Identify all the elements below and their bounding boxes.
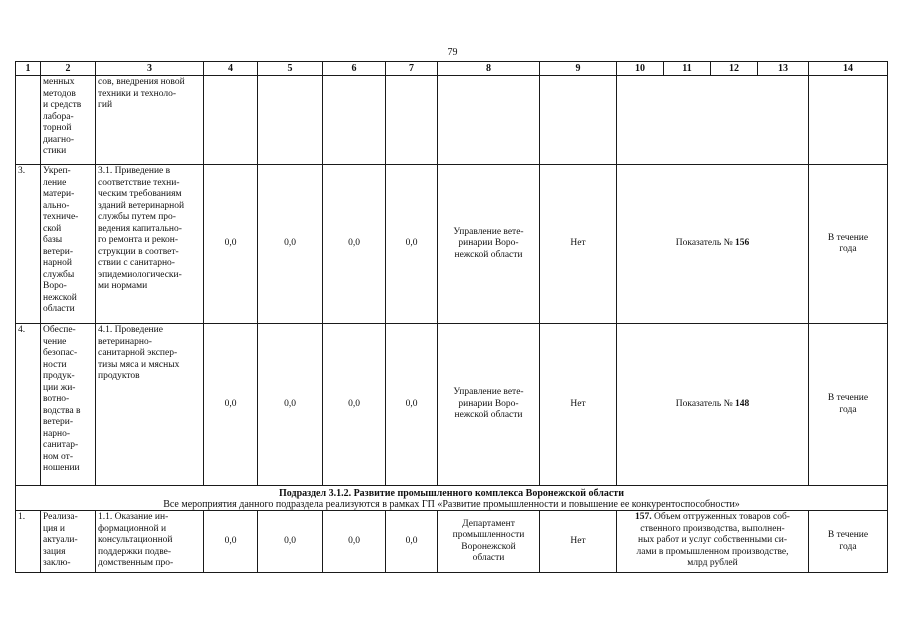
row-1-measure: 1.1. Оказание ин- формационной и консультационной поддержки подве- домственным про-	[95, 510, 204, 573]
row-4-c4: 0,0	[203, 323, 258, 486]
row-4-c9: Нет	[539, 323, 617, 486]
col-header-3: 3	[95, 61, 204, 76]
row-4-task: Обеспе- чение безопас- ности продук- ции жи- вотно- водства в ветери- нарно- санитар- ном от- ношении	[40, 323, 96, 486]
row-1-executor: Департамент промышленности Воронежской области	[437, 510, 540, 573]
col-header-10: 10	[616, 61, 664, 76]
row-1-c6: 0,0	[322, 510, 386, 573]
row-a-c5	[257, 75, 323, 165]
col-header-6: 6	[322, 61, 386, 76]
row-1-indicator	[616, 510, 809, 573]
subsection-header	[15, 485, 888, 511]
row-3-period: В течение года	[808, 164, 888, 324]
row-4-indicator-number: 148	[735, 398, 750, 409]
row-3-executor: Управление вете- ринарии Воро- нежской области	[437, 164, 540, 324]
col-header-5: 5	[257, 61, 323, 76]
row-a-measure: сов, внедрения новой техники и техноло- гий	[95, 75, 204, 165]
row-4-executor: Управление вете- ринарии Воро- нежской области	[437, 323, 540, 486]
row-3-indicator-prefix: Показатель №	[675, 238, 736, 249]
col-header-9: 9	[539, 61, 617, 76]
row-1-num: 1.	[15, 510, 41, 573]
row-4-c7: 0,0	[385, 323, 438, 486]
col-header-12: 12	[710, 61, 758, 76]
row-a-c4	[203, 75, 258, 165]
row-1-c4: 0,0	[203, 510, 258, 573]
row-a-c6	[322, 75, 386, 165]
row-4-num: 4.	[15, 323, 41, 486]
row-1-c7: 0,0	[385, 510, 438, 573]
row-1-task: Реализа- ция и актуали- зация заклю-	[40, 510, 96, 573]
row-3-c7: 0,0	[385, 164, 438, 324]
col-header-8: 8	[437, 61, 540, 76]
col-header-7: 7	[385, 61, 438, 76]
col-header-14: 14	[808, 61, 888, 76]
page-number: 79	[447, 47, 458, 58]
row-3-c4: 0,0	[203, 164, 258, 324]
row-1-indicator-number: 157.	[635, 512, 652, 522]
row-4-indicator	[616, 323, 809, 486]
row-1-indicator-text: Объем отгруженных товаров соб- ственного производства, выполнен- ных работ и услуг собственными си- лами в промышленном производстве, млрд рублей	[636, 512, 790, 568]
row-3-c6: 0,0	[322, 164, 386, 324]
row-3-task: Укреп- ление матери- ально- техниче- ской базы ветери- нарной службы Воро- нежской области	[40, 164, 96, 324]
row-a-num	[15, 75, 41, 165]
row-3-indicator	[616, 164, 809, 324]
row-4-indicator-prefix: Показатель №	[675, 398, 736, 409]
row-1-c9: Нет	[539, 510, 617, 573]
row-4-period: В течение года	[808, 323, 888, 486]
row-4-measure: 4.1. Проведение ветеринарно- санитарной экспер- тизы мяса и мясных продуктов	[95, 323, 204, 486]
row-a-c9	[539, 75, 617, 165]
row-1-c5: 0,0	[257, 510, 323, 573]
col-header-2: 2	[40, 61, 96, 76]
col-header-1: 1	[15, 61, 41, 76]
row-3-c9: Нет	[539, 164, 617, 324]
row-a-task: менных методов и средств лабора- торной диагно- стики	[40, 75, 96, 165]
row-3-num: 3.	[15, 164, 41, 324]
col-header-11: 11	[663, 61, 711, 76]
subsection-title: Подраздел 3.1.2. Развитие промышленного комплекса Воронежской области	[279, 488, 624, 499]
row-a-c14	[808, 75, 888, 165]
row-1-period: В течение года	[808, 510, 888, 573]
row-4-c6: 0,0	[322, 323, 386, 486]
row-a-indicator	[616, 75, 809, 165]
row-4-c5: 0,0	[257, 323, 323, 486]
row-a-c7	[385, 75, 438, 165]
row-3-c5: 0,0	[257, 164, 323, 324]
row-3-measure: 3.1. Приведение в соответствие техни- ческим требованиям зданий ветеринарной службы путем про- ведения капитально- го ремонта и рекон- струкции в соответ- ствии с санитарно- эпидемиологически- ми нормами	[95, 164, 204, 324]
row-a-c8	[437, 75, 540, 165]
col-header-13: 13	[757, 61, 809, 76]
row-3-indicator-number: 156	[735, 238, 750, 249]
col-header-4: 4	[203, 61, 258, 76]
subsection-note: Все мероприятия данного подраздела реализуются в рамках ГП «Развитие промышленности и повышение ее конкурентоспособности»	[163, 499, 740, 510]
